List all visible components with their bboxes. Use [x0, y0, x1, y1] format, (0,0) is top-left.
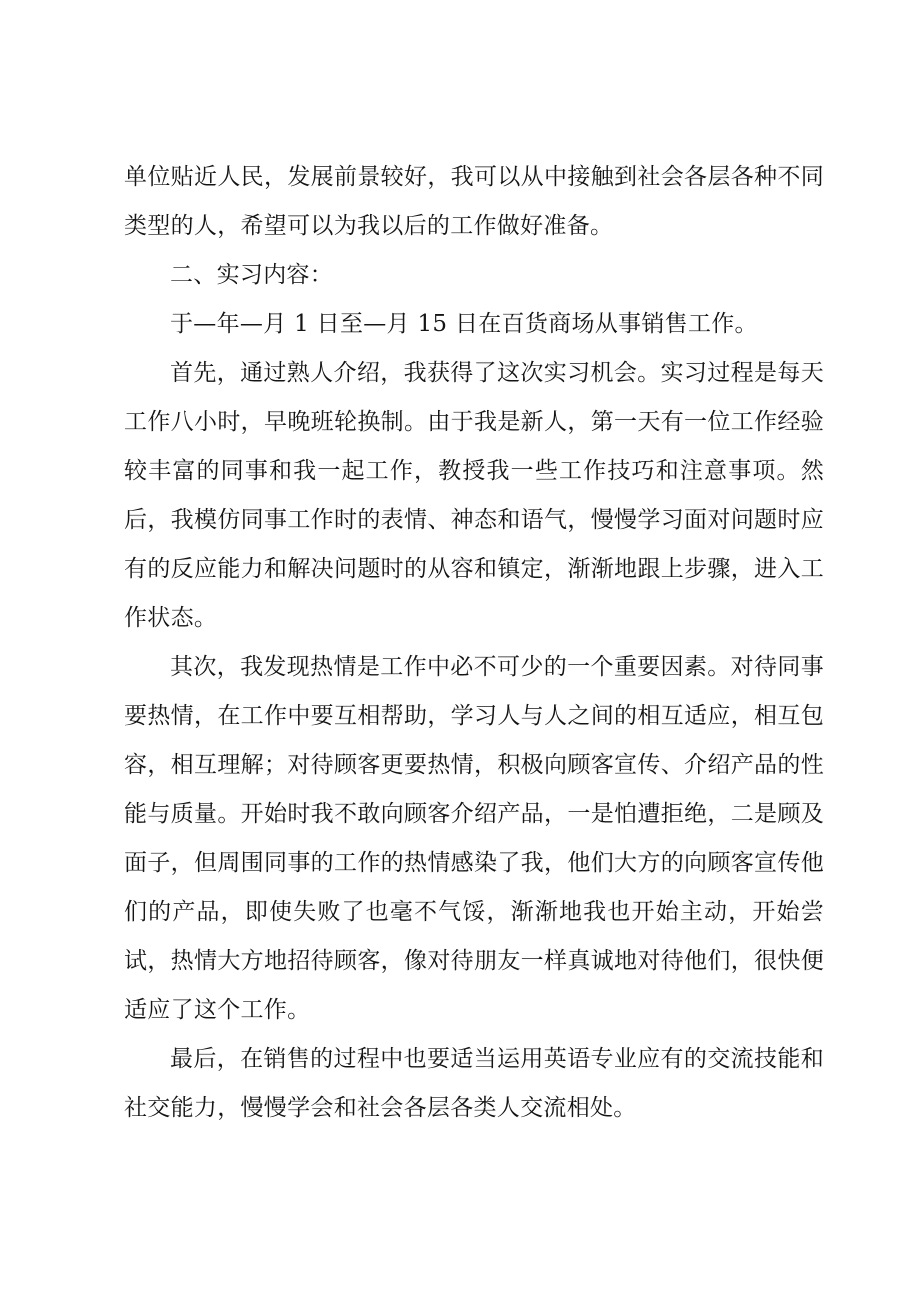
paragraph-first: 首先，通过熟人介绍，我获得了这次实习机会。实习过程是每天工作八小时，早晚班轮换制。由于我是新人，第一天有一位工作经验较丰富的同事和我一起工作，教授我一些工作技巧和注意事项。然后，我模仿同事工作时的表情、神态和语气，慢慢学习面对问题时应有的反应能力和解决问题时的从容和镇定，渐渐地跟上步骤，进入工作状态。	[124, 360, 824, 631]
paragraph-continuation: 单位贴近人民，发展前景较好，我可以从中接触到社会各层各种不同类型的人，希望可以为我以后的工作做好准备。	[124, 164, 824, 239]
paragraph-last: 最后，在销售的过程中也要适当运用英语专业应有的交流技能和社交能力，慢慢学会和社会各层各类人交流相处。	[124, 1046, 824, 1121]
paragraph-second: 其次，我发现热情是工作中必不可少的一个重要因素。对待同事要热情，在工作中要互相帮助，学习人与人之间的相互适应，相互包容，相互理解；对待顾客更要热情，积极向顾客宣传、介绍产品的性能与质量。开始时我不敢向顾客介绍产品，一是怕遭拒绝，二是顾及面子，但周围同事的工作的热情感染了我，他们大方的向顾客宣传他们的产品，即使失败了也毫不气馁，渐渐地我也开始主动，开始尝试，热情大方地招待顾客，像对待朋友一样真诚地对待他们，很快便适应了这个工作。	[124, 654, 824, 1023]
section-heading-internship-content: 二、实习内容：	[170, 262, 334, 288]
document-body	[124, 153, 824, 1133]
paragraph-internship-period: 于—年—月 1 日至—月 15 日在百货商场从事销售工作。	[170, 311, 758, 337]
